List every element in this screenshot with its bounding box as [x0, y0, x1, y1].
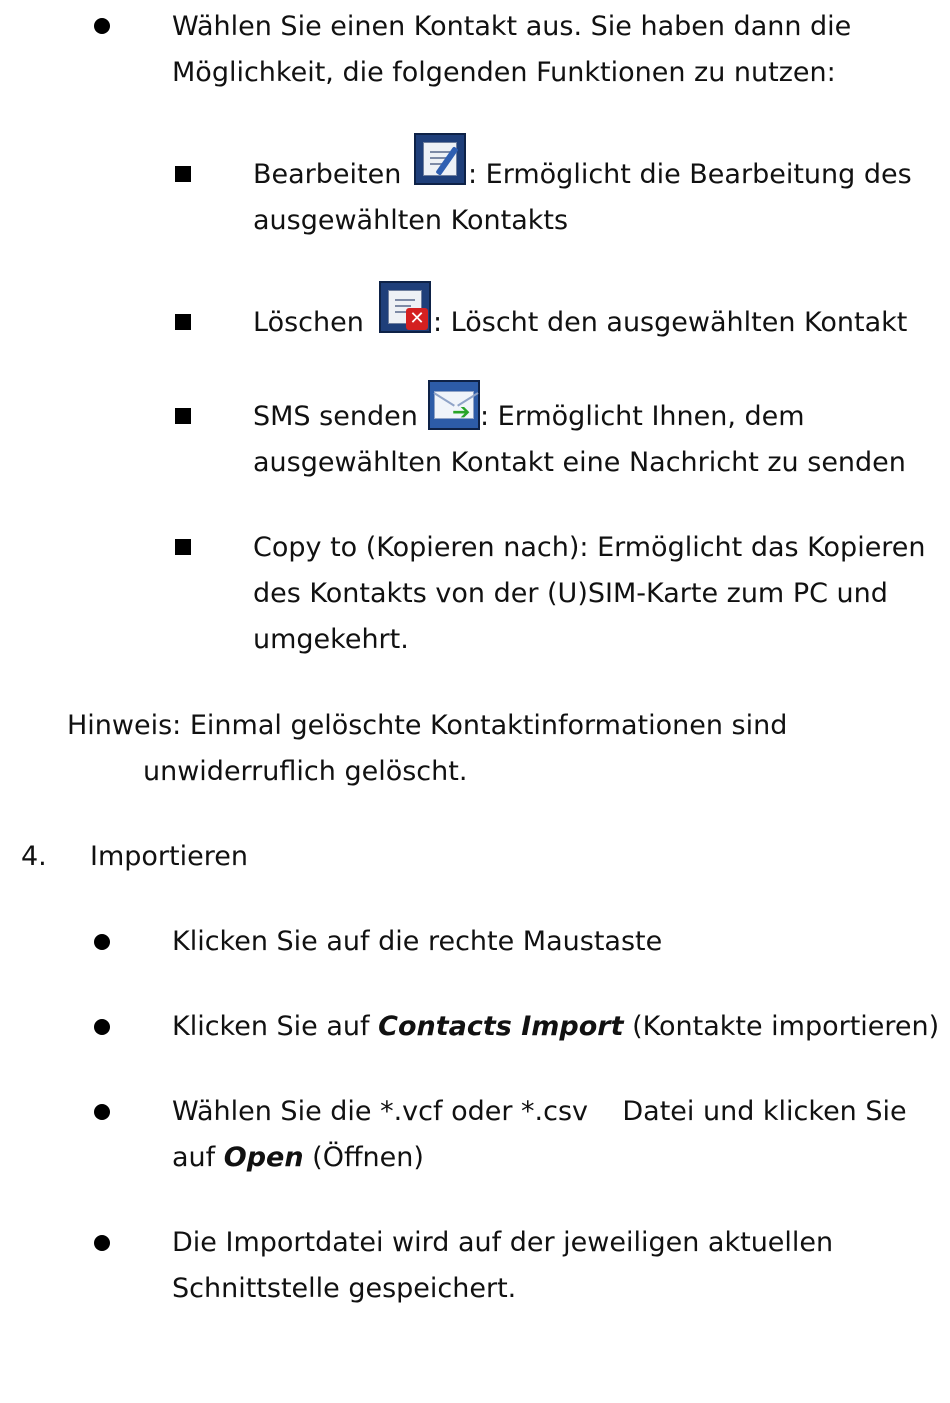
item-desc-edit: : Ermöglicht die Bearbeitung des	[468, 159, 912, 190]
bullet-square	[175, 166, 191, 182]
item-desc-delete: : Löscht den ausgewählten Kontakt	[433, 307, 908, 338]
section-title: Importieren	[90, 841, 248, 872]
import-step-3-suffix: (Öffnen)	[303, 1142, 424, 1173]
bullet-dot	[94, 934, 110, 950]
item-copy-line-2: des Kontakts von der (U)SIM-Karte zum PC und	[253, 578, 888, 609]
item-copy-line-1: Copy to (Kopieren nach): Ermöglicht das Kopieren	[253, 532, 926, 563]
intro-line-2: Möglichkeit, die folgenden Funktionen zu nutzen:	[172, 57, 836, 88]
item-desc-sms-2: ausgewählten Kontakt eine Nachricht zu senden	[253, 447, 906, 478]
delete-icon: ✕	[379, 281, 431, 333]
item-label-delete: Löschen	[253, 307, 364, 338]
import-step-4-line-2: Schnittstelle gespeichert.	[172, 1273, 517, 1304]
item-desc-edit-2: ausgewählten Kontakts	[253, 205, 569, 236]
item-label-sms: SMS senden	[253, 401, 418, 432]
bullet-dot	[94, 1104, 110, 1120]
import-step-3: Wählen Sie die *.vcf oder *.csv Datei und klicken Sie	[172, 1096, 907, 1127]
note-line-2: unwiderruflich gelöscht.	[143, 756, 468, 787]
item-label-edit: Bearbeiten	[253, 159, 402, 190]
edit-icon	[414, 133, 466, 185]
import-step-2-prefix: Klicken Sie auf	[172, 1011, 379, 1042]
section-number: 4.	[21, 841, 47, 872]
import-step-3-line-2	[172, 1135, 424, 1181]
intro-line-1: Wählen Sie einen Kontakt aus. Sie haben dann die	[172, 11, 852, 42]
bullet-square	[175, 314, 191, 330]
contacts-import-term: Contacts Import	[378, 1011, 624, 1042]
bullet-dot	[94, 1235, 110, 1251]
bullet-square	[175, 539, 191, 555]
import-step-2	[172, 1004, 939, 1050]
item-copy-line-3: umgekehrt.	[253, 624, 409, 655]
import-step-4: Die Importdatei wird auf der jeweiligen aktuellen	[172, 1227, 834, 1258]
import-step-1: Klicken Sie auf die rechte Maustaste	[172, 926, 663, 957]
bullet-dot	[94, 1019, 110, 1035]
item-desc-sms: : Ermöglicht Ihnen, dem	[480, 401, 805, 432]
open-term: Open	[223, 1142, 304, 1173]
send-sms-icon: ➔	[428, 380, 480, 430]
note-line-1: Hinweis: Einmal gelöschte Kontaktinformationen sind	[67, 710, 788, 741]
import-step-3-prefix: auf	[172, 1142, 224, 1173]
import-step-2-suffix: (Kontakte importieren)	[623, 1011, 940, 1042]
bullet-square	[175, 408, 191, 424]
bullet-dot	[94, 18, 110, 34]
